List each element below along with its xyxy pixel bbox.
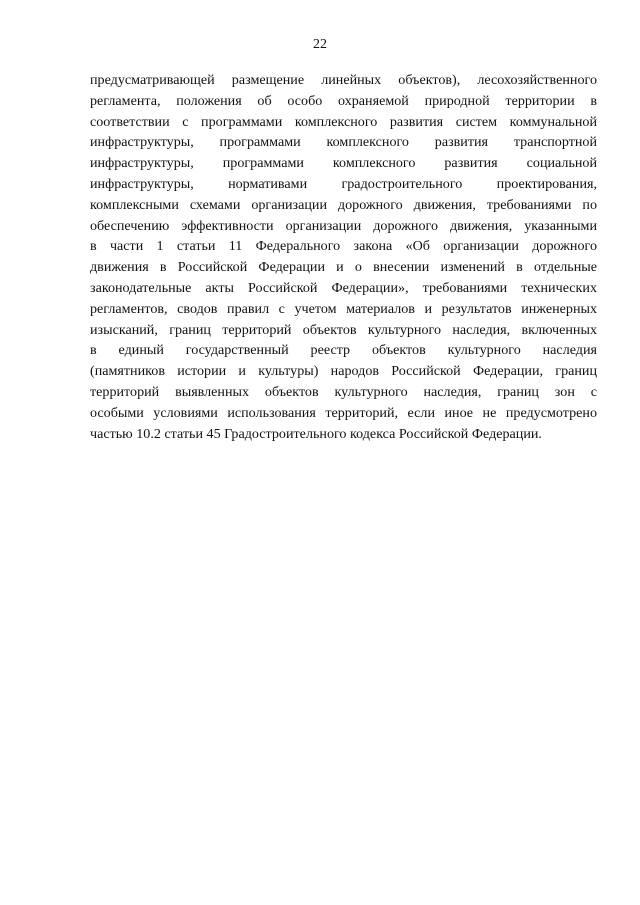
text-line: регламентов, сводов правил с учетом материалов и результатов инженерных (90, 300, 597, 317)
text-line: особыми условиями использования территорий, если иное не предусмотрено (90, 404, 597, 421)
text-line-last: частью 10.2 статьи 45 Градостроительного кодекса Российской Федерации. (90, 425, 542, 442)
text-line: законодательные акты Российской Федерации», требованиями технических (90, 279, 597, 296)
text-line: регламента, положения об особо охраняемой природной территории в (90, 92, 597, 109)
body-paragraph (90, 70, 597, 444)
text-line: в единый государственный реестр объектов культурного наследия (90, 342, 597, 359)
text-line: соответствии с программами комплексного развития систем коммунальной (90, 113, 597, 130)
text-line: территорий выявленных объектов культурного наследия, границ зон с (90, 383, 597, 400)
text-line: комплексными схемами организации дорожного движения, требованиями по (90, 196, 597, 213)
text-line: инфраструктуры, программами комплексного развития транспортной (90, 134, 597, 151)
text-line: обеспечению эффективности организации дорожного движения, указанными (90, 217, 597, 234)
text-line: предусматривающей размещение линейных объектов), лесохозяйственного (90, 72, 597, 88)
text-line: (памятников истории и культуры) народов Российской Федерации, границ (90, 363, 597, 380)
text-line: движения в Российской Федерации и о внесении изменений в отдельные (90, 259, 597, 276)
text-line: в части 1 статьи 11 Федерального закона «Об организации дорожного (90, 238, 597, 255)
text-line: изысканий, границ территорий объектов культурного наследия, включенных (90, 321, 597, 338)
page-number: 22 (313, 37, 327, 52)
text-line: инфраструктуры, нормативами градостроительного проектирования, (90, 175, 597, 192)
text-line: инфраструктуры, программами комплексного развития социальной (90, 155, 597, 172)
